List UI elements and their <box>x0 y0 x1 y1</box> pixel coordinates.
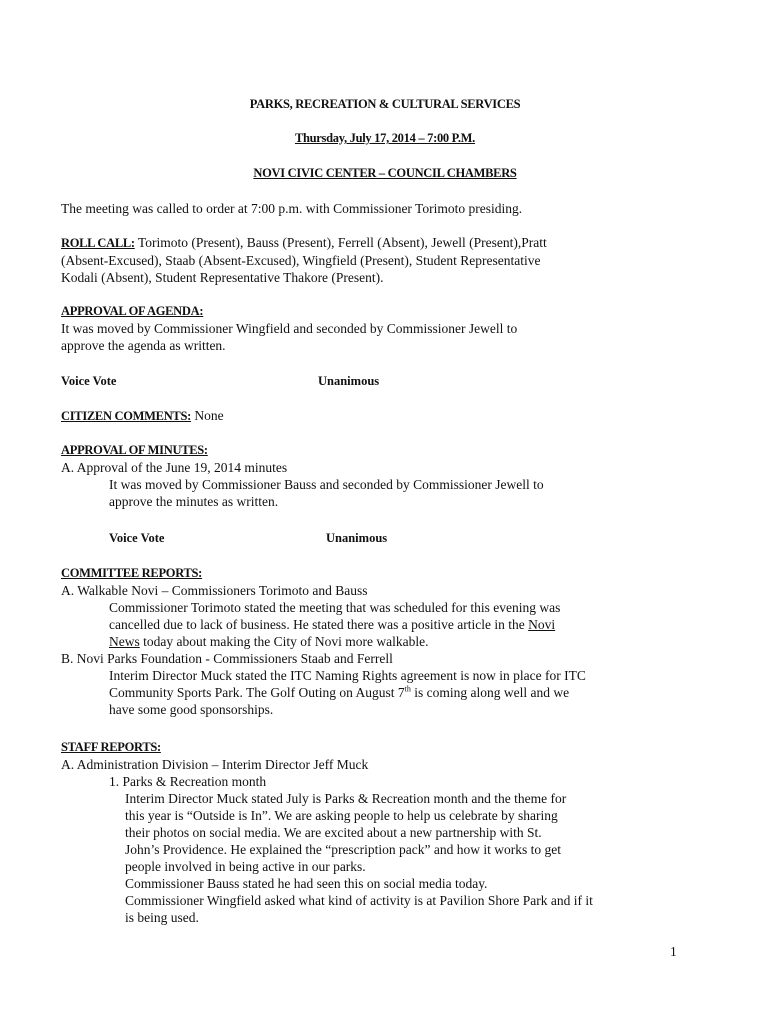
staff-item1-line6: Commissioner Bauss stated he had seen this on social media today. <box>125 876 488 891</box>
agenda-vote-label: Voice Vote <box>61 374 117 388</box>
staff-item1-line4: John’s Providence. He explained the “prescription pack” and how it works to get <box>125 842 562 857</box>
citizen-heading: CITIZEN COMMENTS: <box>61 409 191 423</box>
staff-a-title: A. Administration Division – Interim Director Jeff Muck <box>61 757 369 772</box>
staff-item1-line1: Interim Director Muck stated July is Parks & Recreation month and the theme for <box>125 791 567 806</box>
meeting-date: Thursday, July 17, 2014 – 7:00 P.M. <box>294 131 476 145</box>
roll-call-line2: (Absent-Excused), Staab (Absent-Excused), Wingfield (Present), Student Representative <box>61 253 541 268</box>
committee-a-line1: Commissioner Torimoto stated the meeting that was scheduled for this evening was <box>109 600 561 615</box>
committee-a-line2-text: cancelled due to lack of business. He stated there was a positive article in the <box>109 617 529 632</box>
staff-heading: STAFF REPORTS: <box>61 740 161 754</box>
agenda-section <box>61 303 701 354</box>
staff-item1-line7: Commissioner Wingfield asked what kind of activity is at Pavilion Shore Park and if it <box>125 893 593 908</box>
roll-call-line3: Kodali (Absent), Student Representative Thakore (Present). <box>61 270 384 285</box>
staff-item1-line3: their photos on social media. We are excited about a new partnership with St. <box>125 825 542 840</box>
committee-a-line3-text: today about making the City of Novi more walkable. <box>139 634 429 649</box>
minutes-line1: It was moved by Commissioner Bauss and seconded by Commissioner Jewell to <box>109 477 544 492</box>
citizen-text: None <box>190 408 224 423</box>
agenda-vote-result: Unanimous <box>318 374 380 388</box>
staff-section <box>61 739 701 926</box>
agenda-line2: approve the agenda as written. <box>61 338 226 353</box>
committee-a-line2 <box>61 616 701 633</box>
committee-b-line3: have some good sponsorships. <box>109 702 274 717</box>
org-title: PARKS, RECREATION & CULTURAL SERVICES <box>249 97 521 111</box>
roll-call-section <box>61 234 701 286</box>
staff-item1-line8: is being used. <box>125 910 199 925</box>
committee-section <box>61 565 701 718</box>
staff-item1-title: 1. Parks & Recreation month <box>109 774 267 789</box>
agenda-heading: APPROVAL OF AGENDA: <box>61 304 204 318</box>
opening-paragraph: The meeting was called to order at 7:00 p.m. with Commissioner Torimoto presiding. <box>61 201 523 216</box>
committee-b-line2-sup: th <box>404 684 411 694</box>
staff-item1-line5: people involved in being active in our parks. <box>125 859 366 874</box>
citizen-comments <box>61 407 701 425</box>
minutes-vote-result: Unanimous <box>326 531 388 545</box>
roll-call-heading: ROLL CALL: <box>61 236 135 250</box>
committee-b-title: B. Novi Parks Foundation - Commissioners Staab and Ferrell <box>61 651 393 666</box>
minutes-item: A. Approval of the June 19, 2014 minutes <box>61 460 288 475</box>
novi-news-link-part1: Novi <box>528 617 556 632</box>
minutes-line2: approve the minutes as written. <box>109 494 279 509</box>
committee-b-line2-pre: Community Sports Park. The Golf Outing on August 7 <box>109 685 405 700</box>
roll-call-line1: Torimoto (Present), Bauss (Present), Ferrell (Absent), Jewell (Present),Pratt <box>134 235 547 250</box>
committee-b-line1: Interim Director Muck stated the ITC Naming Rights agreement is now in place for ITC <box>109 668 586 683</box>
committee-b-line2-post: is coming along well and we <box>410 685 570 700</box>
committee-a-line3 <box>61 633 701 650</box>
minutes-heading: APPROVAL OF MINUTES: <box>61 443 208 457</box>
minutes-vote-label: Voice Vote <box>109 531 165 545</box>
meeting-location: NOVI CIVIC CENTER – COUNCIL CHAMBERS <box>253 166 517 180</box>
committee-b-line2 <box>61 684 701 701</box>
novi-news-link-part2: News <box>109 634 140 649</box>
minutes-section <box>61 442 701 510</box>
page-number: 1 <box>670 944 677 959</box>
committee-heading: COMMITTEE REPORTS: <box>61 566 203 580</box>
staff-item1-line2: this year is “Outside is In”. We are asking people to help us celebrate by sharing <box>125 808 558 823</box>
agenda-line1: It was moved by Commissioner Wingfield and seconded by Commissioner Jewell to <box>61 321 518 336</box>
committee-a-title: A. Walkable Novi – Commissioners Torimoto and Bauss <box>61 583 368 598</box>
